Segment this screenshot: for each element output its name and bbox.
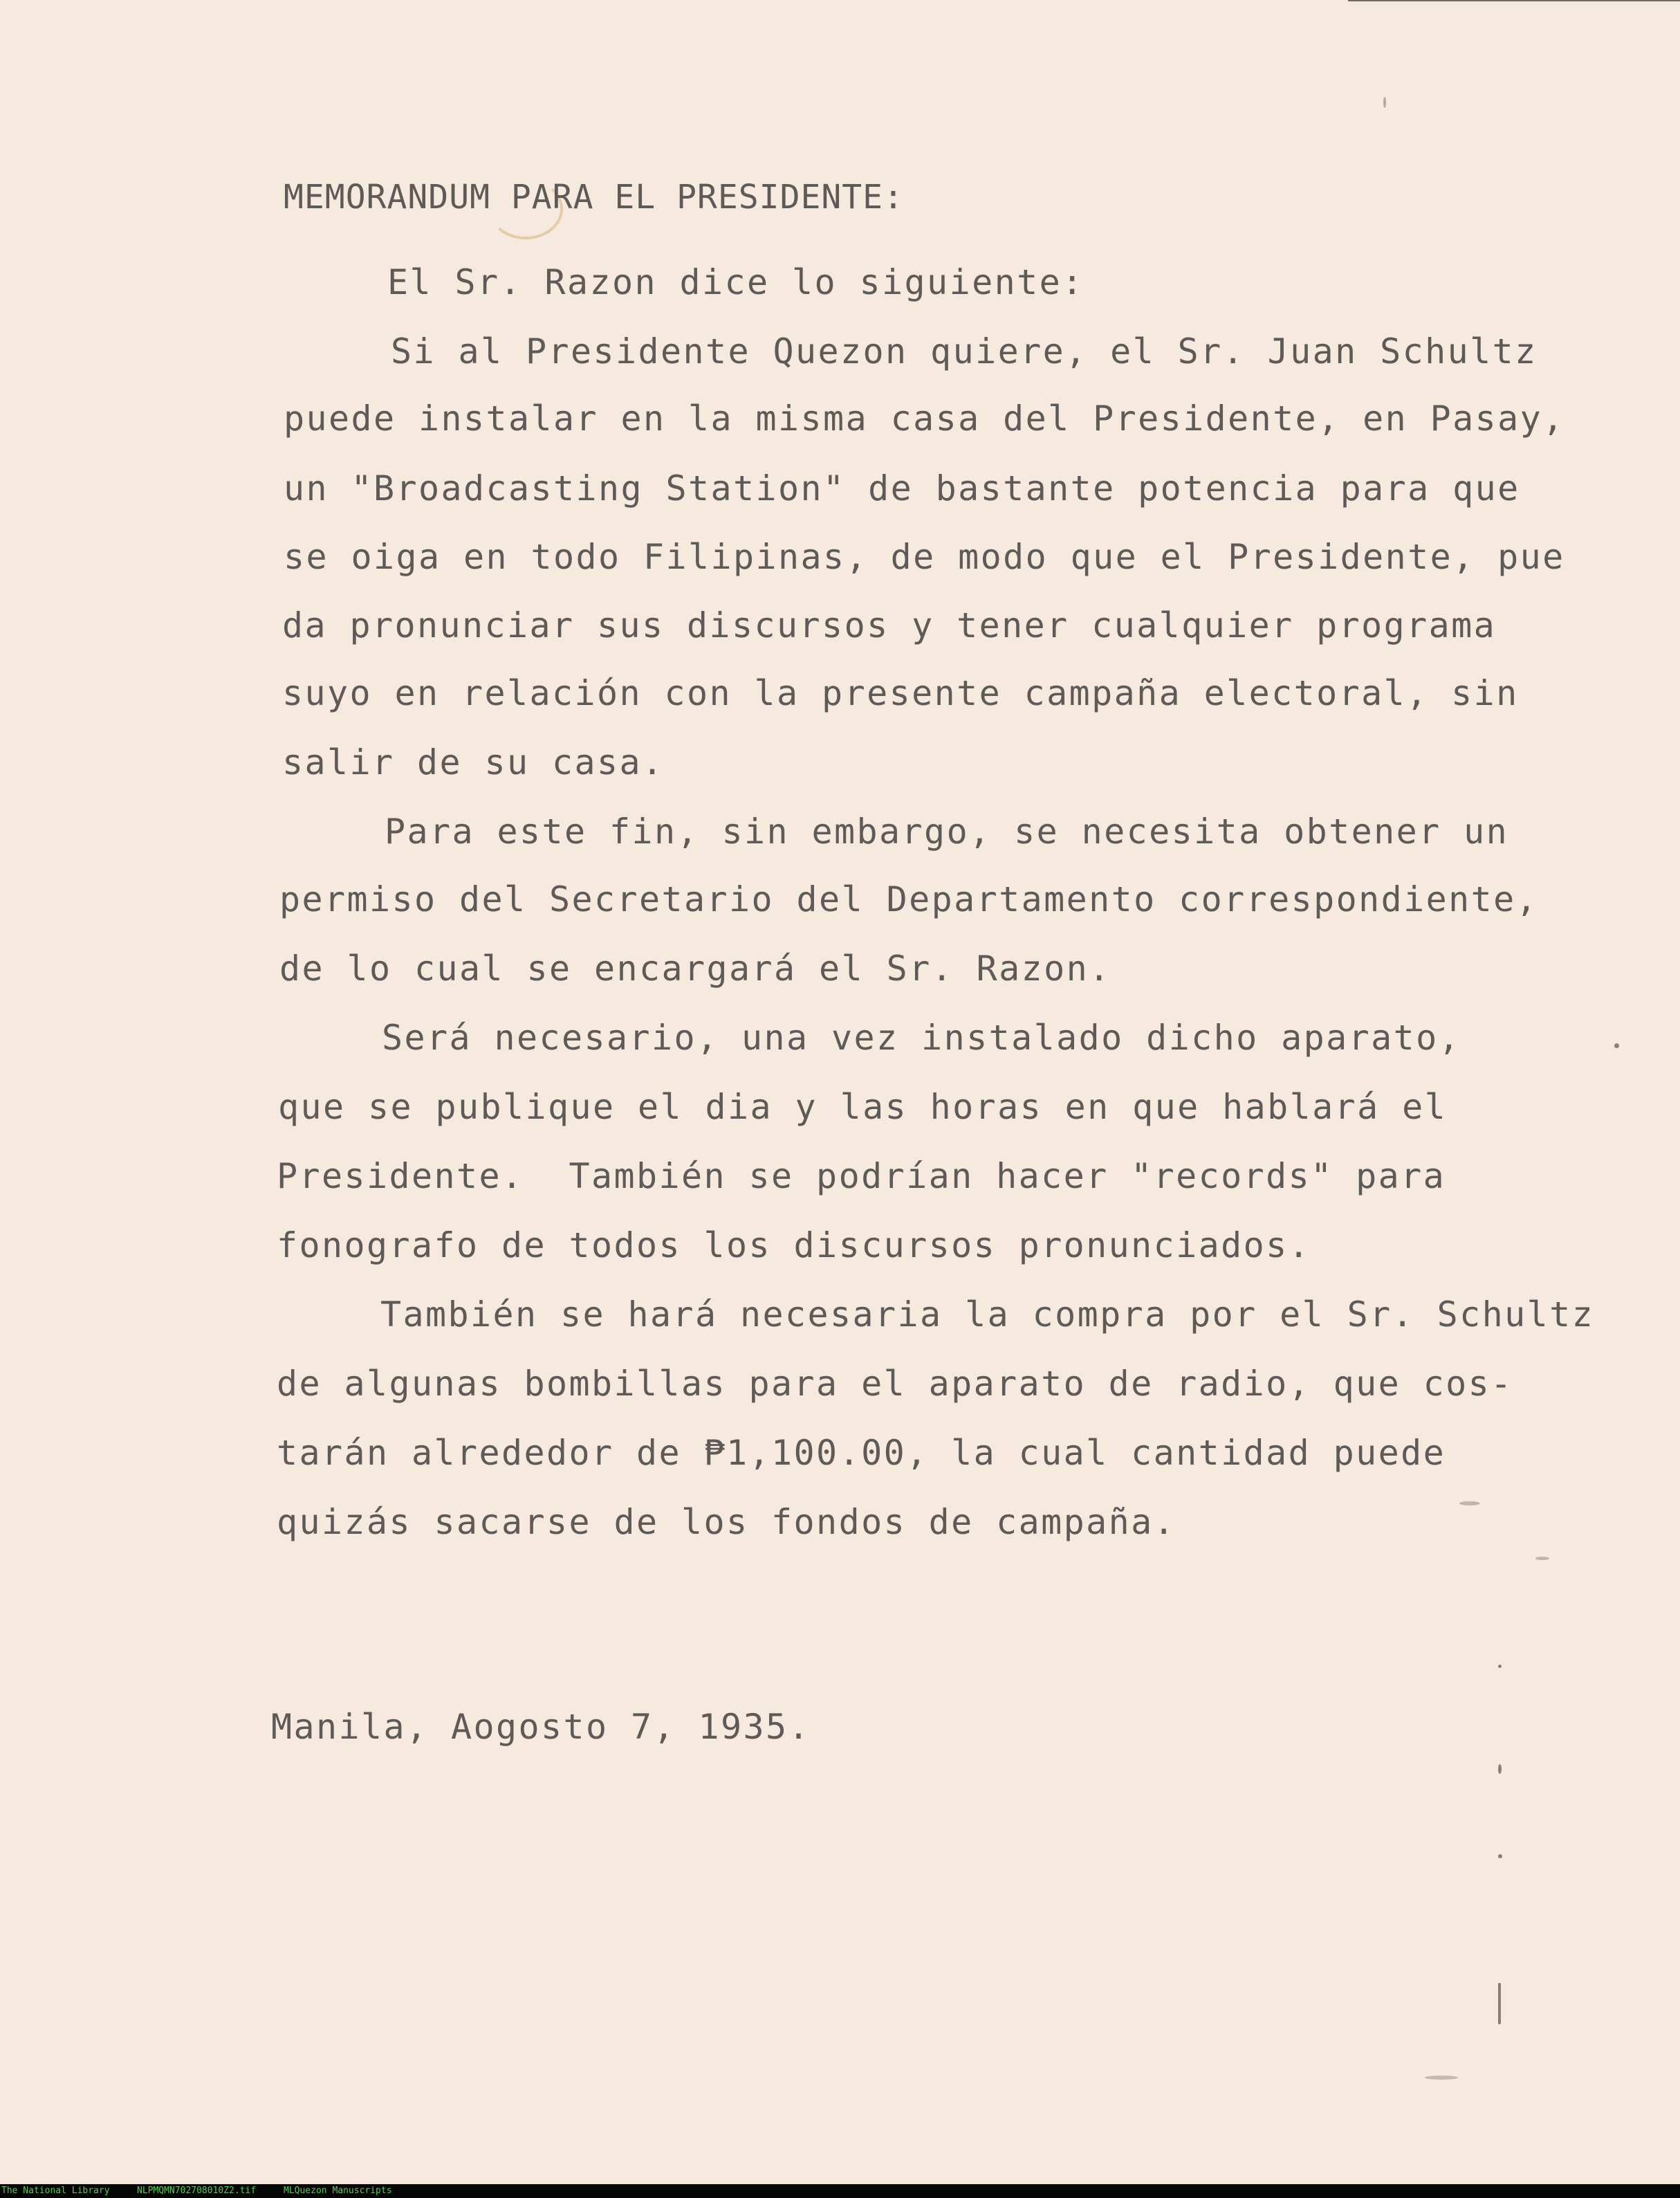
memo-line-10: permiso del Secretario del Departamento correspondiente, xyxy=(279,879,1539,919)
memo-line-12: Será necesario, una vez instalado dicho aparato, xyxy=(382,1018,1461,1058)
memo-line-17: de algunas bombillas para el aparato de radio, que cos- xyxy=(277,1364,1513,1404)
memo-line-6: da pronunciar sus discursos y tener cualquier programa xyxy=(282,605,1497,645)
memo-line-15: fonografo de todos los discursos pronunciados. xyxy=(277,1225,1311,1265)
speck-mark xyxy=(1459,1501,1480,1505)
scan-edge-line xyxy=(1348,0,1680,1)
speck-mark xyxy=(1383,97,1386,108)
memo-line-19: quizás sacarse de los fondos de campaña. xyxy=(277,1502,1176,1542)
memo-line-8: salir de su casa. xyxy=(282,742,665,782)
footer-file-label: NLPMQMN702708010Z2.tif xyxy=(137,2186,257,2196)
speck-mark xyxy=(1498,1764,1502,1774)
memo-line-5: se oiga en todo Filipinas, de modo que el Presidente, pue xyxy=(284,537,1565,577)
memo-line-2: Si al Presidente Quezon quiere, el Sr. Juan Schultz xyxy=(391,331,1538,372)
memo-line-1: El Sr. Razon dice lo siguiente: xyxy=(387,262,1084,302)
speck-mark xyxy=(1498,1665,1502,1668)
footer-bar xyxy=(0,2184,1680,2198)
memo-line-11: de lo cual se encargará el Sr. Razon. xyxy=(279,949,1111,989)
memo-line-18: tarán alrededor de ₱1,100.00, la cual cantidad puede xyxy=(277,1433,1446,1473)
footer-collection-label: MLQuezon Manuscripts xyxy=(284,2186,392,2196)
speck-mark xyxy=(1498,1983,1501,2024)
footer-library-label: The National Library xyxy=(1,2186,110,2196)
memo-line-9: Para este fin, sin embargo, se necesita obtener un xyxy=(385,812,1509,852)
memo-heading: MEMORANDUM PARA EL PRESIDENTE: xyxy=(284,178,904,217)
speck-mark xyxy=(1614,1043,1619,1048)
memo-line-4: un "Broadcasting Station" de bastante potencia para que xyxy=(284,468,1520,509)
speck-mark xyxy=(1535,1557,1549,1560)
speck-mark xyxy=(1425,2076,1458,2080)
memo-dateline: Manila, Aogosto 7, 1935. xyxy=(271,1707,811,1747)
memo-line-13: que se publique el dia y las horas en que hablará el xyxy=(278,1087,1448,1127)
memo-line-16: También se hará necesaria la compra por el Sr. Schultz xyxy=(380,1294,1595,1335)
memo-line-14: Presidente. También se podrían hacer "records" para xyxy=(277,1156,1446,1196)
memo-line-7: suyo en relación con la presente campaña electoral, sin xyxy=(282,673,1519,713)
memo-line-3: puede instalar en la misma casa del Presidente, en Pasay, xyxy=(284,399,1565,439)
speck-mark xyxy=(1498,1854,1502,1858)
